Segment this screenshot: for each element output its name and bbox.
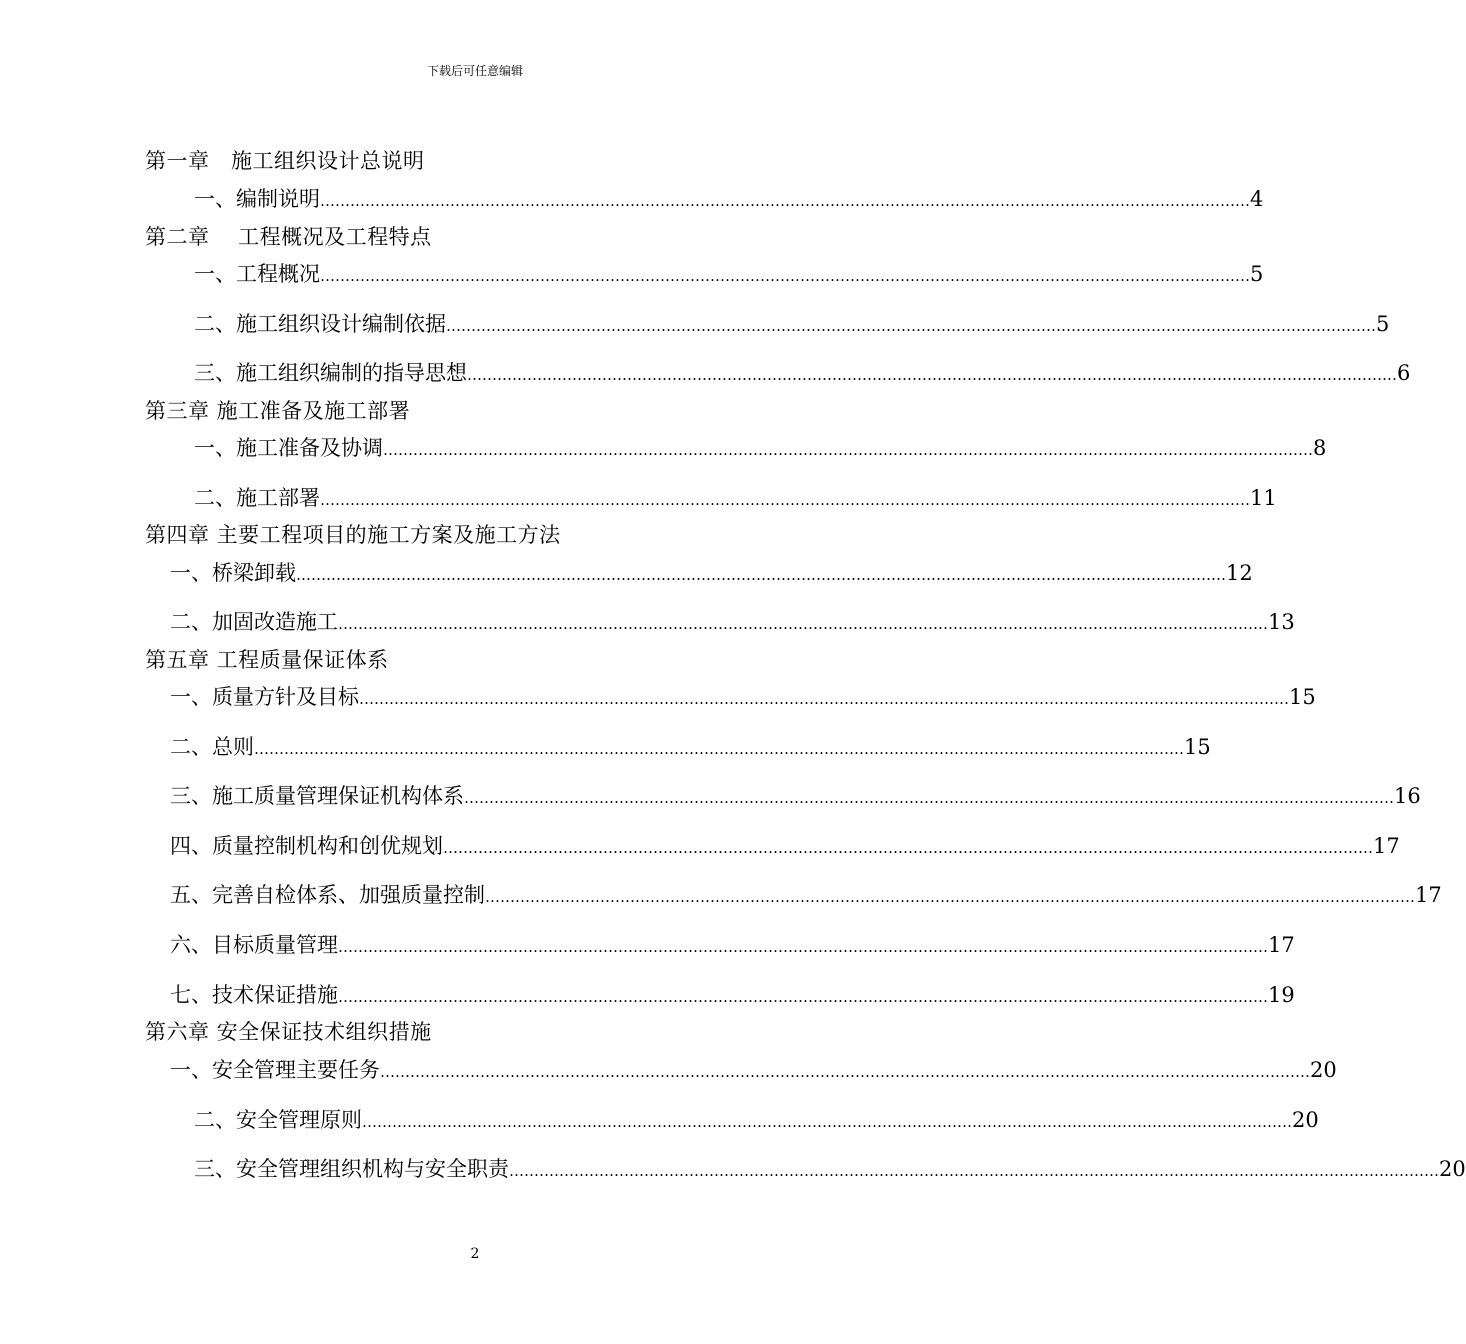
toc-entry-marker: 三、 xyxy=(194,361,236,385)
toc-chapter-1: 第一章 施工组织设计总说明 xyxy=(145,149,425,173)
toc-entry-title: 施工组织设计编制依据 xyxy=(236,312,446,336)
toc-entry-title: 安全管理组织机构与安全职责 xyxy=(236,1157,509,1181)
toc-entry-marker: 二、 xyxy=(194,312,236,336)
toc-entry[interactable] xyxy=(194,310,1390,338)
toc-leader-dots: …………………………………………………………………………………………………………………………………………………………………… xyxy=(338,615,1268,633)
toc-page-number: 8 xyxy=(1313,436,1327,460)
toc-leader-dots: …………………………………………………………………………………………………………………………………………………………………… xyxy=(359,690,1289,708)
toc-entry-title: 质量方针及目标 xyxy=(212,685,359,709)
toc-entry-title: 编制说明 xyxy=(236,187,320,211)
toc-page-number: 5 xyxy=(1250,262,1264,286)
toc-page-number: 20 xyxy=(1292,1108,1319,1132)
toc-entry[interactable] xyxy=(170,832,1400,860)
toc-entry-marker: 六、 xyxy=(170,933,212,957)
toc-entry-title: 施工质量管理保证机构体系 xyxy=(212,784,464,808)
toc-page-number: 15 xyxy=(1289,685,1316,709)
toc-entry[interactable] xyxy=(170,1056,1337,1084)
toc-entry-marker: 三、 xyxy=(170,784,212,808)
toc-entry-title: 安全管理主要任务 xyxy=(212,1058,380,1082)
toc-entry-marker: 三、 xyxy=(194,1157,236,1181)
toc-entry-title: 技术保证措施 xyxy=(212,983,338,1007)
toc-leader-dots: …………………………………………………………………………………………………………………………………………………………………… xyxy=(446,317,1376,335)
toc-entry-title: 目标质量管理 xyxy=(212,933,338,957)
toc-page-number: 16 xyxy=(1394,784,1421,808)
toc-entry-marker: 四、 xyxy=(170,834,212,858)
toc-entry-title: 桥梁卸载 xyxy=(212,561,296,585)
toc-leader-dots: …………………………………………………………………………………………………………………………………………………………………… xyxy=(320,192,1250,210)
toc-entry-marker: 二、 xyxy=(170,610,212,634)
toc-leader-dots: …………………………………………………………………………………………………………………………………………………………………… xyxy=(362,1113,1292,1131)
toc-leader-dots: …………………………………………………………………………………………………………………………………………………………………… xyxy=(254,740,1184,758)
toc-entry-title: 施工组织编制的指导思想 xyxy=(236,361,467,385)
toc-leader-dots: …………………………………………………………………………………………………………………………………………………………………… xyxy=(338,988,1268,1006)
toc-page-number: 5 xyxy=(1376,312,1390,336)
toc-page-number: 17 xyxy=(1415,883,1442,907)
toc-leader-dots: …………………………………………………………………………………………………………………………………………………………………… xyxy=(509,1162,1439,1180)
toc-leader-dots: …………………………………………………………………………………………………………………………………………………………………… xyxy=(380,1063,1310,1081)
toc-entry-marker: 二、 xyxy=(194,1108,236,1132)
toc-leader-dots: …………………………………………………………………………………………………………………………………………………………………… xyxy=(485,888,1415,906)
toc-entry-marker: 二、 xyxy=(194,486,236,510)
toc-leader-dots: …………………………………………………………………………………………………………………………………………………………………… xyxy=(443,839,1373,857)
toc-entry-marker: 一、 xyxy=(194,436,236,460)
toc-entry[interactable] xyxy=(194,1106,1319,1134)
toc-entry-marker: 一、 xyxy=(170,1058,212,1082)
toc-entry-title: 加固改造施工 xyxy=(212,610,338,634)
toc-page-number: 13 xyxy=(1268,610,1295,634)
toc-entry[interactable] xyxy=(170,683,1316,711)
toc-leader-dots: …………………………………………………………………………………………………………………………………………………………………… xyxy=(320,267,1250,285)
toc-leader-dots: …………………………………………………………………………………………………………………………………………………………………… xyxy=(464,789,1394,807)
toc-chapter-6: 第六章 安全保证技术组织措施 xyxy=(145,1020,432,1044)
toc-page-number: 17 xyxy=(1268,933,1295,957)
toc-page-number: 20 xyxy=(1310,1058,1337,1082)
toc-page-number: 17 xyxy=(1373,834,1400,858)
toc-page-number: 20 xyxy=(1439,1157,1466,1181)
toc-entry[interactable] xyxy=(194,484,1277,512)
toc-entry-marker: 一、 xyxy=(194,262,236,286)
toc-page-number: 11 xyxy=(1250,486,1277,510)
toc-entry-title: 施工准备及协调 xyxy=(236,436,383,460)
toc-entry[interactable] xyxy=(170,733,1211,761)
toc-entry-title: 质量控制机构和创优规划 xyxy=(212,834,443,858)
toc-entry[interactable] xyxy=(170,981,1295,1009)
toc-entry-title: 总则 xyxy=(212,735,254,759)
toc-entry[interactable] xyxy=(170,559,1253,587)
toc-page-number: 6 xyxy=(1397,361,1411,385)
toc-leader-dots: …………………………………………………………………………………………………………………………………………………………………… xyxy=(296,566,1226,584)
toc-entry-marker: 五、 xyxy=(170,883,212,907)
toc-chapter-3: 第三章 施工准备及施工部署 xyxy=(145,399,411,423)
toc-entry[interactable] xyxy=(194,185,1264,213)
toc-entry-title: 完善自检体系、加强质量控制 xyxy=(212,883,485,907)
toc-entry[interactable] xyxy=(170,782,1421,810)
toc-entry-marker: 一、 xyxy=(170,561,212,585)
toc-page-number: 12 xyxy=(1226,561,1253,585)
toc-entry[interactable] xyxy=(194,1155,1466,1183)
toc-entry-title: 工程概况 xyxy=(236,262,320,286)
toc-entry[interactable] xyxy=(170,881,1442,909)
toc-chapter-5: 第五章 工程质量保证体系 xyxy=(145,648,389,672)
toc-chapter-4: 第四章 主要工程项目的施工方案及施工方法 xyxy=(145,523,561,547)
toc-entry[interactable] xyxy=(194,434,1327,462)
toc-entry[interactable] xyxy=(170,931,1295,959)
toc-page-number: 15 xyxy=(1184,735,1211,759)
toc-page-number: 4 xyxy=(1250,187,1264,211)
toc-entry-title: 安全管理原则 xyxy=(236,1108,362,1132)
toc-leader-dots: …………………………………………………………………………………………………………………………………………………………………… xyxy=(338,938,1268,956)
toc-chapter-2: 第二章 工程概况及工程特点 xyxy=(145,225,432,249)
toc-entry-title: 施工部署 xyxy=(236,486,320,510)
page-number: 2 xyxy=(470,1246,480,1262)
toc-entry-marker: 二、 xyxy=(170,735,212,759)
toc-entry-marker: 一、 xyxy=(170,685,212,709)
toc-entry[interactable] xyxy=(170,608,1295,636)
toc-entry[interactable] xyxy=(194,359,1411,387)
toc-entry[interactable] xyxy=(194,260,1264,288)
toc-leader-dots: …………………………………………………………………………………………………………………………………………………………………… xyxy=(383,441,1313,459)
toc-entry-marker: 一、 xyxy=(194,187,236,211)
toc-leader-dots: …………………………………………………………………………………………………………………………………………………………………… xyxy=(320,491,1250,509)
toc-leader-dots: …………………………………………………………………………………………………………………………………………………………………… xyxy=(467,366,1397,384)
page-header: 下载后可任意编辑 xyxy=(426,64,523,78)
toc-page-number: 19 xyxy=(1268,983,1295,1007)
toc-entry-marker: 七、 xyxy=(170,983,212,1007)
